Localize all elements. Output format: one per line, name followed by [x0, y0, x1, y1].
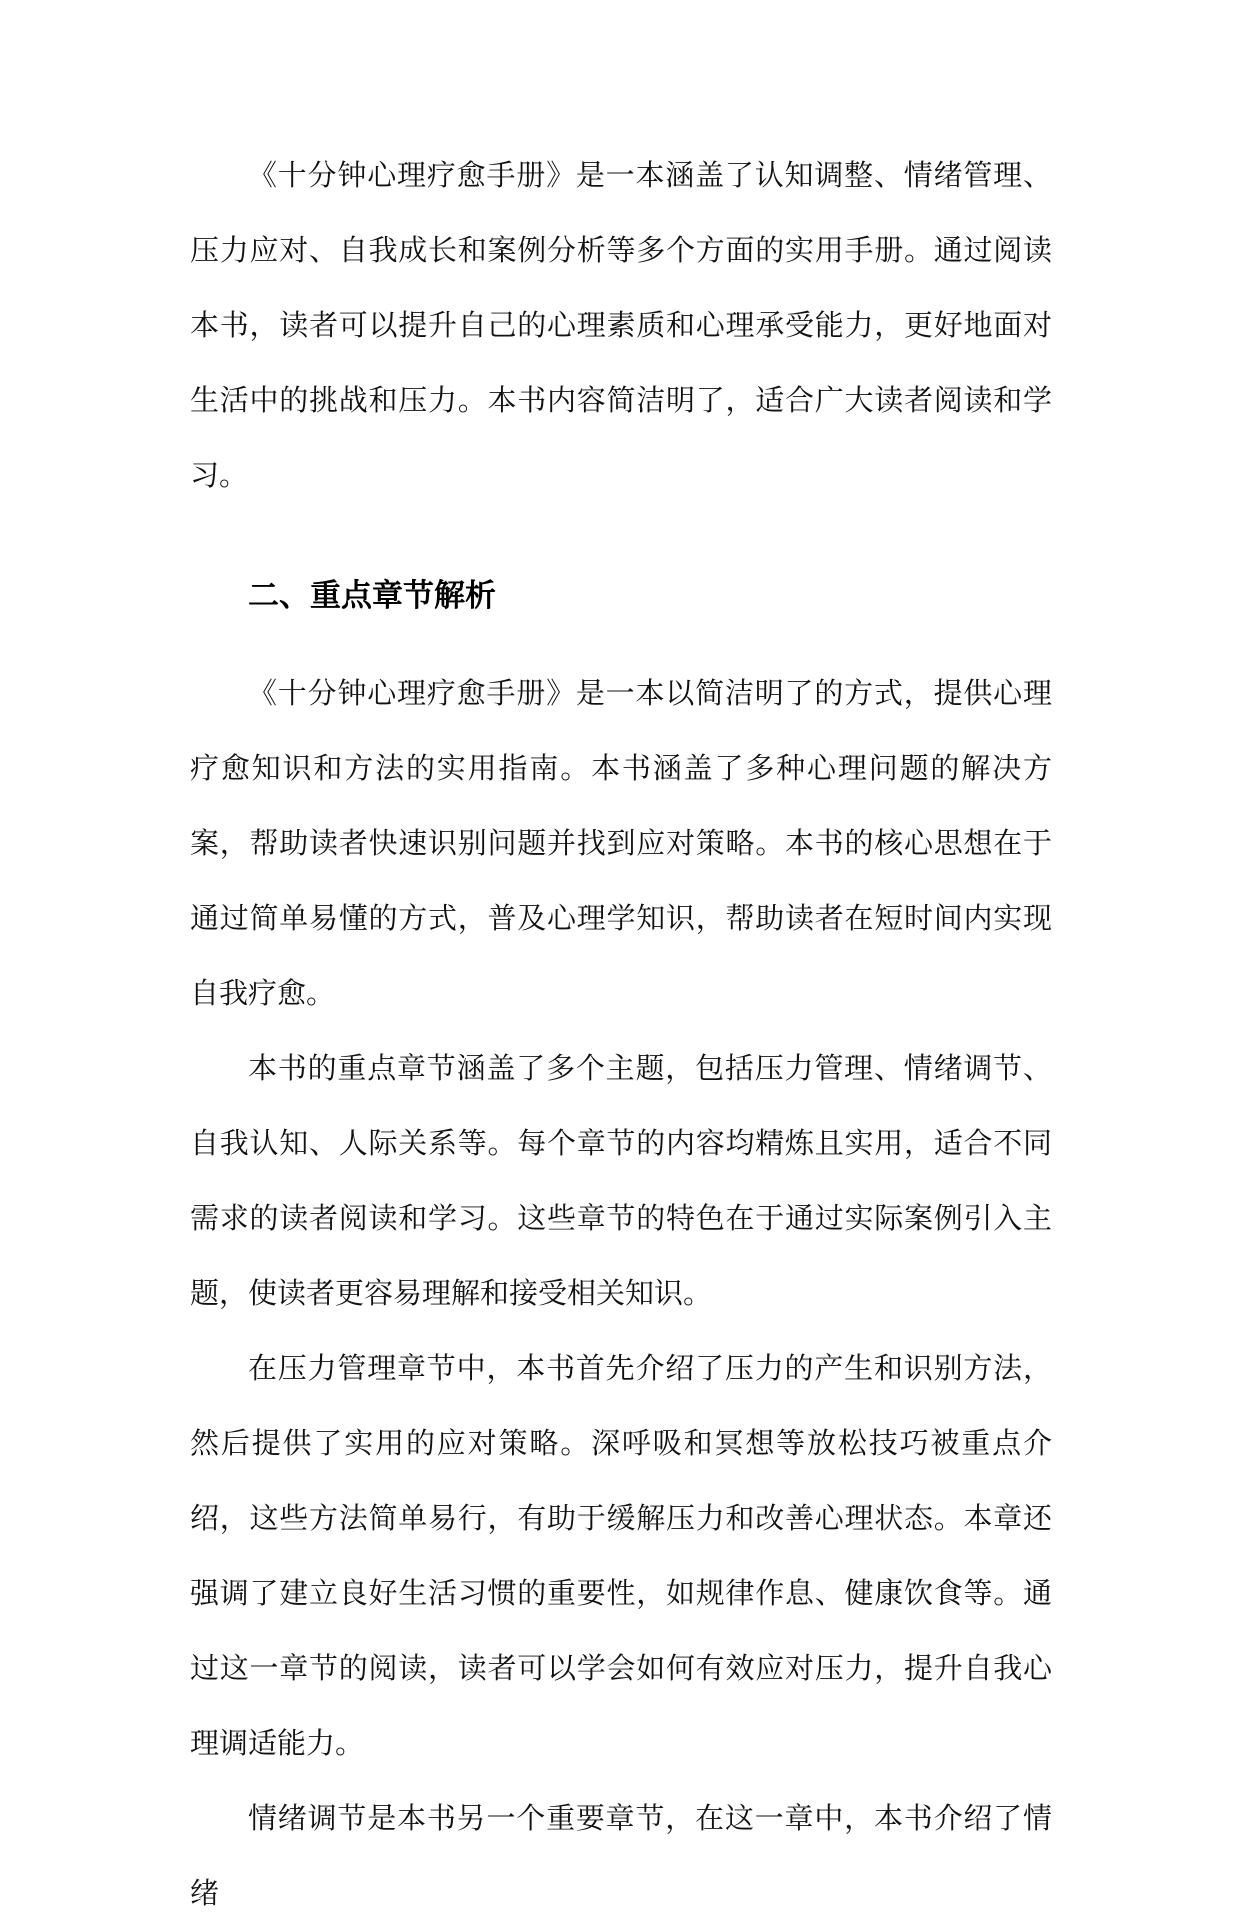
paragraph-key-chapters: 本书的重点章节涵盖了多个主题，包括压力管理、情绪调节、自我认知、人际关系等。每个章节的内容均精炼且实用，适合不同需求的读者阅读和学习。这些章节的特色在于通过实际案例引入主题，使读者更容易理解和接受相关知识。 — [190, 1051, 1052, 1310]
section-heading: 二、重点章节解析 — [248, 578, 496, 614]
document-body — [190, 138, 1052, 1931]
paragraph-emotion-regulation: 情绪调节是本书另一个重要章节，在这一章中，本书介绍了情绪 — [190, 1801, 1052, 1910]
paragraph-stress-management: 在压力管理章节中，本书首先介绍了压力的产生和识别方法，然后提供了实用的应对策略。深呼吸和冥想等放松技巧被重点介绍，这些方法简单易行，有助于缓解压力和改善心理状态。本章还强调了建立良好生活习惯的重要性，如规律作息、健康饮食等。通过这一章节的阅读，读者可以学会如何有效应对压力，提升自我心理调适能力。 — [190, 1351, 1052, 1760]
paragraph-intro: 《十分钟心理疗愈手册》是一本涵盖了认知调整、情绪管理、压力应对、自我成长和案例分析等多个方面的实用手册。通过阅读本书，读者可以提升自己的心理素质和心理承受能力，更好地面对生活中的挑战和压力。本书内容简洁明了，适合广大读者阅读和学习。 — [190, 158, 1052, 492]
paragraph-overview: 《十分钟心理疗愈手册》是一本以简洁明了的方式，提供心理疗愈知识和方法的实用指南。本书涵盖了多种心理问题的解决方案，帮助读者快速识别问题并找到应对策略。本书的核心思想在于通过简单易懂的方式，普及心理学知识，帮助读者在短时间内实现自我疗愈。 — [190, 676, 1052, 1010]
